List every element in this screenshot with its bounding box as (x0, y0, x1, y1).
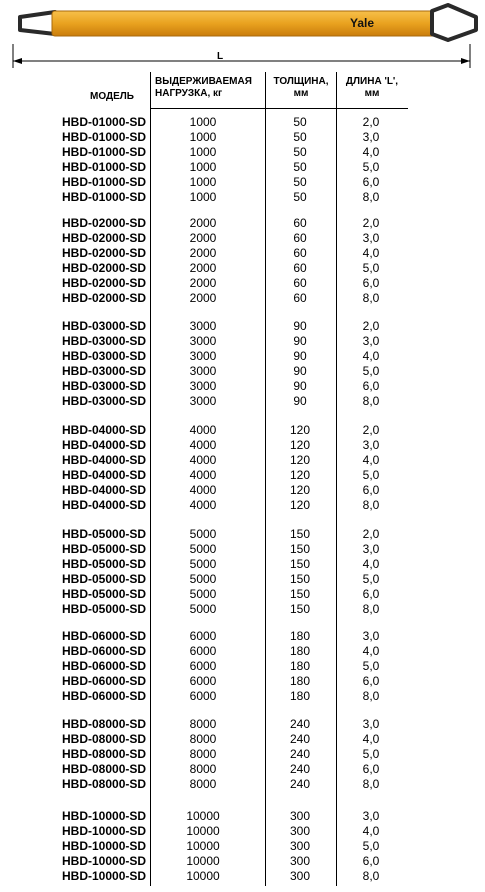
load-cell: 10000 (186, 824, 220, 838)
length-cell: 8,0 (362, 689, 380, 703)
header-length-line2: мм (364, 88, 380, 99)
thickness-cell: 240 (289, 777, 311, 791)
length-cell: 8,0 (362, 602, 380, 616)
length-cell: 6,0 (362, 276, 380, 290)
model-cell: HBD-02000-SD (62, 291, 147, 305)
length-cell: 6,0 (362, 379, 380, 393)
length-cell: 2,0 (362, 527, 380, 541)
load-cell: 3000 (189, 364, 217, 378)
model-cell: HBD-04000-SD (62, 438, 147, 452)
model-cell: HBD-01000-SD (62, 130, 147, 144)
load-cell: 1000 (189, 190, 217, 204)
load-cell: 8000 (189, 732, 217, 746)
thickness-cell: 150 (289, 572, 311, 586)
length-cell: 8,0 (362, 498, 380, 512)
thickness-cell: 120 (289, 498, 311, 512)
model-cell: HBD-10000-SD (62, 854, 147, 868)
model-cell: HBD-06000-SD (62, 674, 147, 688)
thickness-cell: 300 (289, 839, 311, 853)
table-row (0, 572, 485, 587)
table-row (0, 468, 485, 483)
load-cell: 3000 (189, 334, 217, 348)
model-cell: HBD-05000-SD (62, 557, 147, 571)
model-cell: HBD-01000-SD (62, 160, 147, 174)
load-cell: 4000 (189, 423, 217, 437)
model-cell: HBD-10000-SD (62, 824, 147, 838)
load-cell: 2000 (189, 216, 217, 230)
table-row (0, 527, 485, 542)
length-cell: 4,0 (362, 246, 380, 260)
model-cell: HBD-08000-SD (62, 747, 147, 761)
thickness-cell: 60 (293, 231, 307, 245)
length-cell: 8,0 (362, 190, 380, 204)
model-cell: HBD-05000-SD (62, 527, 147, 541)
model-cell: HBD-10000-SD (62, 869, 147, 883)
table-row (0, 130, 485, 145)
table-row (0, 644, 485, 659)
length-cell: 8,0 (362, 869, 380, 883)
load-cell: 6000 (189, 644, 217, 658)
table-row (0, 629, 485, 644)
load-cell: 6000 (189, 689, 217, 703)
load-cell: 5000 (189, 542, 217, 556)
table-row (0, 246, 485, 261)
model-cell: HBD-05000-SD (62, 542, 147, 556)
length-cell: 2,0 (362, 319, 380, 333)
model-cell: HBD-06000-SD (62, 629, 147, 643)
model-cell: HBD-03000-SD (62, 349, 147, 363)
load-cell: 3000 (189, 379, 217, 393)
load-cell: 3000 (189, 394, 217, 408)
table-row (0, 394, 485, 409)
thickness-cell: 240 (289, 717, 311, 731)
header-load-line1: ВЫДЕРЖИВАЕМАЯ (155, 76, 252, 87)
thickness-cell: 90 (293, 394, 307, 408)
load-cell: 5000 (189, 557, 217, 571)
table-row (0, 276, 485, 291)
length-cell: 4,0 (362, 349, 380, 363)
thickness-cell: 50 (293, 130, 307, 144)
model-cell: HBD-03000-SD (62, 319, 147, 333)
thickness-cell: 150 (289, 527, 311, 541)
table-row (0, 717, 485, 732)
load-cell: 1000 (189, 175, 217, 189)
length-cell: 3,0 (362, 334, 380, 348)
length-cell: 6,0 (362, 483, 380, 497)
load-cell: 4000 (189, 468, 217, 482)
model-cell: HBD-05000-SD (62, 602, 147, 616)
length-cell: 4,0 (362, 557, 380, 571)
model-cell: HBD-03000-SD (62, 334, 147, 348)
thickness-cell: 300 (289, 824, 311, 838)
length-cell: 3,0 (362, 717, 380, 731)
thickness-cell: 50 (293, 145, 307, 159)
model-cell: HBD-10000-SD (62, 809, 147, 823)
model-cell: HBD-02000-SD (62, 261, 147, 275)
table-row (0, 587, 485, 602)
thickness-cell: 150 (289, 542, 311, 556)
model-cell: HBD-10000-SD (62, 839, 147, 853)
model-cell: HBD-08000-SD (62, 762, 147, 776)
header-thickness-line2: мм (293, 88, 309, 99)
table-row (0, 674, 485, 689)
thickness-cell: 60 (293, 291, 307, 305)
length-cell: 6,0 (362, 175, 380, 189)
table-row (0, 160, 485, 175)
table-row (0, 319, 485, 334)
length-label: L (217, 51, 224, 62)
thickness-cell: 180 (289, 659, 311, 673)
table-row (0, 190, 485, 205)
thickness-cell: 90 (293, 319, 307, 333)
load-cell: 4000 (189, 498, 217, 512)
model-cell: HBD-05000-SD (62, 572, 147, 586)
model-cell: HBD-04000-SD (62, 498, 147, 512)
table-row (0, 438, 485, 453)
brand-label: Yale (350, 16, 375, 30)
thickness-cell: 120 (289, 453, 311, 467)
load-cell: 1000 (189, 160, 217, 174)
load-cell: 4000 (189, 483, 217, 497)
thickness-cell: 50 (293, 160, 307, 174)
table-row (0, 747, 485, 762)
table-row (0, 732, 485, 747)
thickness-cell: 150 (289, 602, 311, 616)
length-cell: 3,0 (362, 231, 380, 245)
model-cell: HBD-08000-SD (62, 732, 147, 746)
model-cell: HBD-03000-SD (62, 394, 147, 408)
thickness-cell: 120 (289, 438, 311, 452)
table-row (0, 379, 485, 394)
load-cell: 2000 (189, 231, 217, 245)
table-row (0, 145, 485, 160)
load-cell: 1000 (189, 130, 217, 144)
length-cell: 5,0 (362, 261, 380, 275)
load-cell: 2000 (189, 261, 217, 275)
thickness-cell: 90 (293, 349, 307, 363)
thickness-cell: 180 (289, 674, 311, 688)
model-cell: HBD-04000-SD (62, 453, 147, 467)
length-cell: 6,0 (362, 674, 380, 688)
table-row (0, 364, 485, 379)
length-cell: 6,0 (362, 854, 380, 868)
thickness-cell: 60 (293, 261, 307, 275)
table-row (0, 659, 485, 674)
length-cell: 3,0 (362, 542, 380, 556)
table-row (0, 824, 485, 839)
load-cell: 6000 (189, 674, 217, 688)
thickness-cell: 240 (289, 732, 311, 746)
length-cell: 5,0 (362, 572, 380, 586)
thickness-cell: 180 (289, 629, 311, 643)
model-cell: HBD-01000-SD (62, 115, 147, 129)
thickness-cell: 50 (293, 175, 307, 189)
thickness-cell: 300 (289, 869, 311, 883)
length-cell: 2,0 (362, 423, 380, 437)
model-cell: HBD-02000-SD (62, 216, 147, 230)
header-model: МОДЕЛЬ (90, 91, 134, 102)
load-cell: 1000 (189, 145, 217, 159)
length-cell: 5,0 (362, 747, 380, 761)
table-row (0, 689, 485, 704)
length-cell: 5,0 (362, 468, 380, 482)
model-cell: HBD-08000-SD (62, 717, 147, 731)
header-load-line2: НАГРУЗКА, кг (155, 88, 223, 99)
model-cell: HBD-02000-SD (62, 246, 147, 260)
thickness-cell: 60 (293, 216, 307, 230)
load-cell: 1000 (189, 115, 217, 129)
thickness-cell: 150 (289, 557, 311, 571)
length-cell: 6,0 (362, 587, 380, 601)
table-row (0, 762, 485, 777)
load-cell: 5000 (189, 587, 217, 601)
thickness-cell: 90 (293, 364, 307, 378)
length-cell: 3,0 (362, 130, 380, 144)
model-cell: HBD-04000-SD (62, 483, 147, 497)
table-row (0, 334, 485, 349)
load-cell: 8000 (189, 762, 217, 776)
load-cell: 5000 (189, 527, 217, 541)
table-row (0, 839, 485, 854)
length-cell: 4,0 (362, 644, 380, 658)
thickness-cell: 60 (293, 246, 307, 260)
model-cell: HBD-04000-SD (62, 468, 147, 482)
table-row (0, 498, 485, 513)
table-row (0, 602, 485, 617)
load-cell: 3000 (189, 319, 217, 333)
table-row (0, 231, 485, 246)
load-cell: 2000 (189, 276, 217, 290)
load-cell: 10000 (186, 809, 220, 823)
load-cell: 8000 (189, 777, 217, 791)
thickness-cell: 120 (289, 423, 311, 437)
load-cell: 2000 (189, 246, 217, 260)
load-cell: 8000 (189, 747, 217, 761)
load-cell: 10000 (186, 839, 220, 853)
thickness-cell: 180 (289, 644, 311, 658)
thickness-cell: 50 (293, 190, 307, 204)
model-cell: HBD-02000-SD (62, 231, 147, 245)
length-cell: 3,0 (362, 809, 380, 823)
thickness-cell: 300 (289, 809, 311, 823)
length-cell: 5,0 (362, 160, 380, 174)
table-row (0, 777, 485, 792)
table-row (0, 453, 485, 468)
table-row (0, 854, 485, 869)
length-cell: 5,0 (362, 364, 380, 378)
load-cell: 5000 (189, 602, 217, 616)
length-cell: 6,0 (362, 762, 380, 776)
thickness-cell: 90 (293, 334, 307, 348)
thickness-cell: 50 (293, 115, 307, 129)
thickness-cell: 120 (289, 468, 311, 482)
model-cell: HBD-01000-SD (62, 190, 147, 204)
thickness-cell: 240 (289, 762, 311, 776)
table-row (0, 483, 485, 498)
load-cell: 3000 (189, 349, 217, 363)
length-cell: 4,0 (362, 453, 380, 467)
load-cell: 10000 (186, 869, 220, 883)
load-cell: 6000 (189, 659, 217, 673)
table-row (0, 542, 485, 557)
length-cell: 3,0 (362, 629, 380, 643)
model-cell: HBD-05000-SD (62, 587, 147, 601)
load-cell: 4000 (189, 438, 217, 452)
length-cell: 4,0 (362, 732, 380, 746)
model-cell: HBD-06000-SD (62, 659, 147, 673)
thickness-cell: 150 (289, 587, 311, 601)
thickness-cell: 90 (293, 379, 307, 393)
model-cell: HBD-04000-SD (62, 423, 147, 437)
model-cell: HBD-01000-SD (62, 175, 147, 189)
table-row (0, 423, 485, 438)
length-cell: 4,0 (362, 824, 380, 838)
load-cell: 4000 (189, 453, 217, 467)
length-cell: 4,0 (362, 145, 380, 159)
table-row (0, 869, 485, 884)
table-row (0, 809, 485, 824)
load-cell: 8000 (189, 717, 217, 731)
length-cell: 2,0 (362, 216, 380, 230)
length-cell: 8,0 (362, 291, 380, 305)
header-thickness-line1: ТОЛЩИНА, (273, 76, 329, 87)
model-cell: HBD-03000-SD (62, 379, 147, 393)
table-row (0, 291, 485, 306)
model-cell: HBD-06000-SD (62, 689, 147, 703)
model-cell: HBD-03000-SD (62, 364, 147, 378)
table-row (0, 216, 485, 231)
table-row (0, 115, 485, 130)
thickness-cell: 60 (293, 276, 307, 290)
load-cell: 2000 (189, 291, 217, 305)
thickness-cell: 180 (289, 689, 311, 703)
model-cell: HBD-06000-SD (62, 644, 147, 658)
thickness-cell: 120 (289, 483, 311, 497)
model-cell: HBD-02000-SD (62, 276, 147, 290)
load-cell: 6000 (189, 629, 217, 643)
table-row (0, 557, 485, 572)
model-cell: HBD-01000-SD (62, 145, 147, 159)
header-length-line1: ДЛИНА 'L', (345, 76, 399, 87)
length-cell: 8,0 (362, 394, 380, 408)
load-cell: 10000 (186, 854, 220, 868)
length-cell: 2,0 (362, 115, 380, 129)
length-cell: 5,0 (362, 839, 380, 853)
length-cell: 5,0 (362, 659, 380, 673)
thickness-cell: 300 (289, 854, 311, 868)
table-row (0, 175, 485, 190)
length-cell: 3,0 (362, 438, 380, 452)
table-row (0, 261, 485, 276)
load-cell: 5000 (189, 572, 217, 586)
thickness-cell: 240 (289, 747, 311, 761)
table-row (0, 349, 485, 364)
length-cell: 8,0 (362, 777, 380, 791)
model-cell: HBD-08000-SD (62, 777, 147, 791)
